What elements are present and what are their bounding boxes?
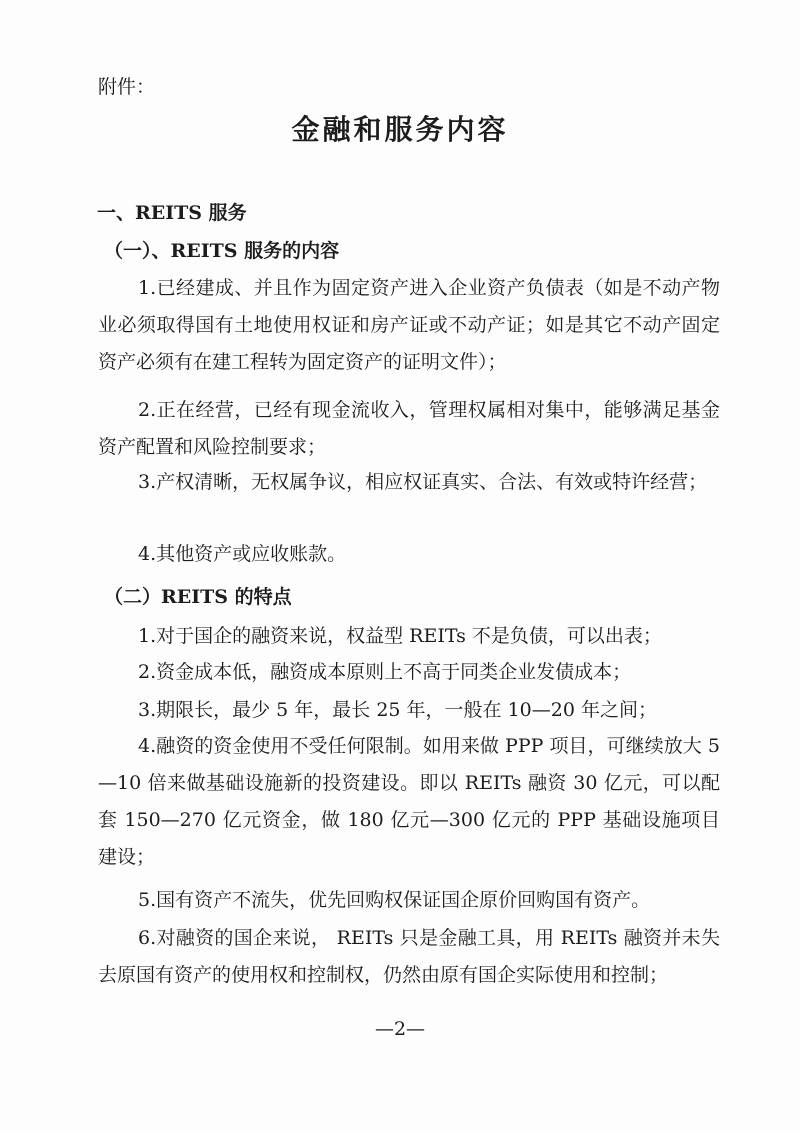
feature-item-2: 2.资金成本低，融资成本原则上不高于同类企业发债成本； — [138, 661, 632, 683]
feature-item-1: 1.对于国企的融资来说，权益型 REITs 不是负债，可以出表； — [138, 625, 662, 647]
subsection-heading-features: （二）REITS 的特点 — [104, 586, 292, 608]
content-item-1: 1.已经建成、并且作为固定资产进入企业资产负债表（如是不动产物业必须取得国有土地使用权证和房产证或不动产证；如是其它不动产固定资产必须有在建工程转为固定资产的证明文件）； — [98, 277, 720, 373]
feature-item-4: 4.融资的资金使用不受任何限制。如用来做 PPP 项目，可继续放大 5—10 倍来做基础设施新的投资建设。即以 REITs 融资 30 亿元，可以配套 150—270 亿元资金，做 180 亿元—300 亿元的 PPP 基础设施项目建设； — [98, 735, 720, 868]
subsection-heading-content: （一）、REITS 服务的内容 — [104, 240, 340, 262]
feature-item-5: 5.国有资产不流失，优先回购权保证国企原价回购国有资产。 — [138, 889, 651, 911]
page-number: —2— — [374, 1018, 426, 1040]
section-heading-reits-service: 一、REITS 服务 — [97, 202, 247, 224]
content-item-4: 4.其他资产或应收账款。 — [138, 543, 347, 565]
content-item-3: 3.产权清晰，无权属争议，相应权证真实、合法、有效或特许经营； — [138, 471, 708, 493]
feature-item-6: 6.对融资的国企来说， REITs 只是金融工具，用 REITs 融资并未失去原国有资产的使用权和控制权，仍然由原有国企实际使用和控制； — [98, 927, 720, 986]
content-item-2: 2.正在经营，已经有现金流收入，管理权属相对集中，能够满足基金资产配置和风险控制要求； — [98, 399, 720, 458]
feature-item-3: 3.期限长，最少 5 年，最长 25 年，一般在 10—20 年之间； — [138, 699, 657, 721]
attachment-label: 附件： — [98, 76, 156, 98]
page-title: 金融和服务内容 — [291, 113, 509, 146]
